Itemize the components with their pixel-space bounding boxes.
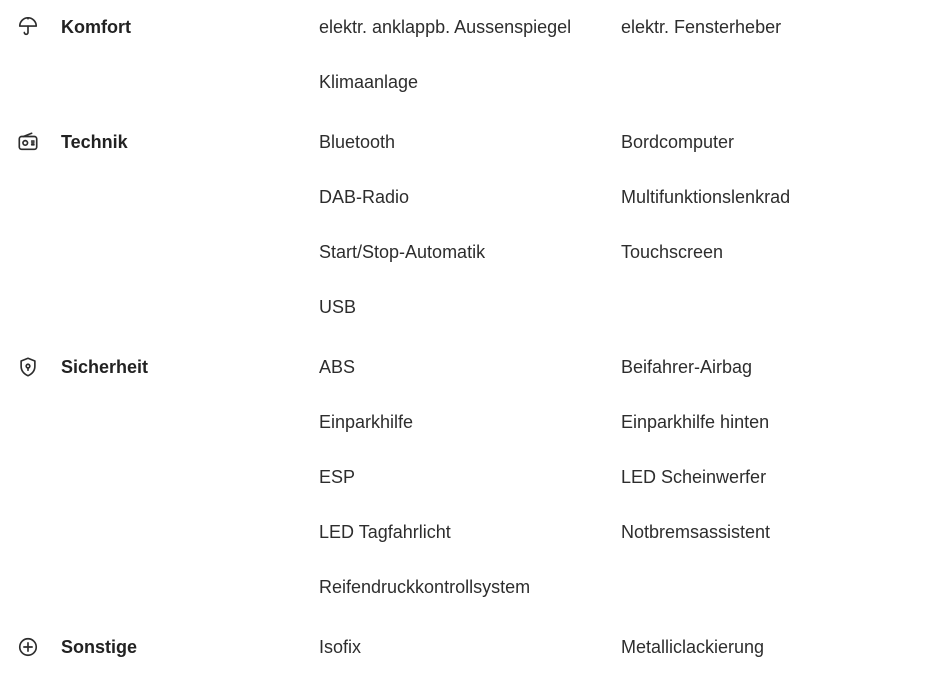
section-title: Komfort: [61, 17, 131, 37]
radio-icon: [16, 130, 40, 154]
feature-item: LED Scheinwerfer: [621, 467, 767, 487]
feature-item: Bluetooth: [319, 132, 396, 152]
section-title: Technik: [61, 132, 128, 152]
feature-item: Beifahrer-Airbag: [621, 357, 753, 377]
feature-item: LED Tagfahrlicht: [319, 522, 451, 542]
feature-item: ABS: [319, 357, 356, 377]
shield-icon: [16, 355, 40, 379]
feature-item: elektr. Fensterheber: [621, 17, 782, 37]
feature-item: elektr. anklappb. Aussenspiegel: [319, 17, 572, 37]
feature-item: Isofix: [319, 637, 362, 657]
feature-item: Reifendruckkontrollsystem: [319, 577, 531, 597]
feature-item: Metalliclackierung: [621, 637, 765, 657]
feature-item: Bordcomputer: [621, 132, 735, 152]
feature-item: Multifunktionslenkrad: [621, 187, 791, 207]
feature-item: Touchscreen: [621, 242, 724, 262]
feature-item: DAB-Radio: [319, 187, 410, 207]
feature-item: ESP: [319, 467, 356, 487]
section-title: Sonstige: [61, 637, 138, 657]
feature-item: USB: [319, 297, 357, 317]
feature-item: Start/Stop-Automatik: [319, 242, 486, 262]
section-title: Sicherheit: [61, 357, 149, 377]
feature-item: Einparkhilfe hinten: [621, 412, 770, 432]
plus-circle-icon: [16, 635, 40, 659]
feature-item: Notbremsassistent: [621, 522, 771, 542]
feature-item: Klimaanlage: [319, 72, 419, 92]
feature-item: Einparkhilfe: [319, 412, 414, 432]
umbrella-icon: [16, 15, 40, 39]
